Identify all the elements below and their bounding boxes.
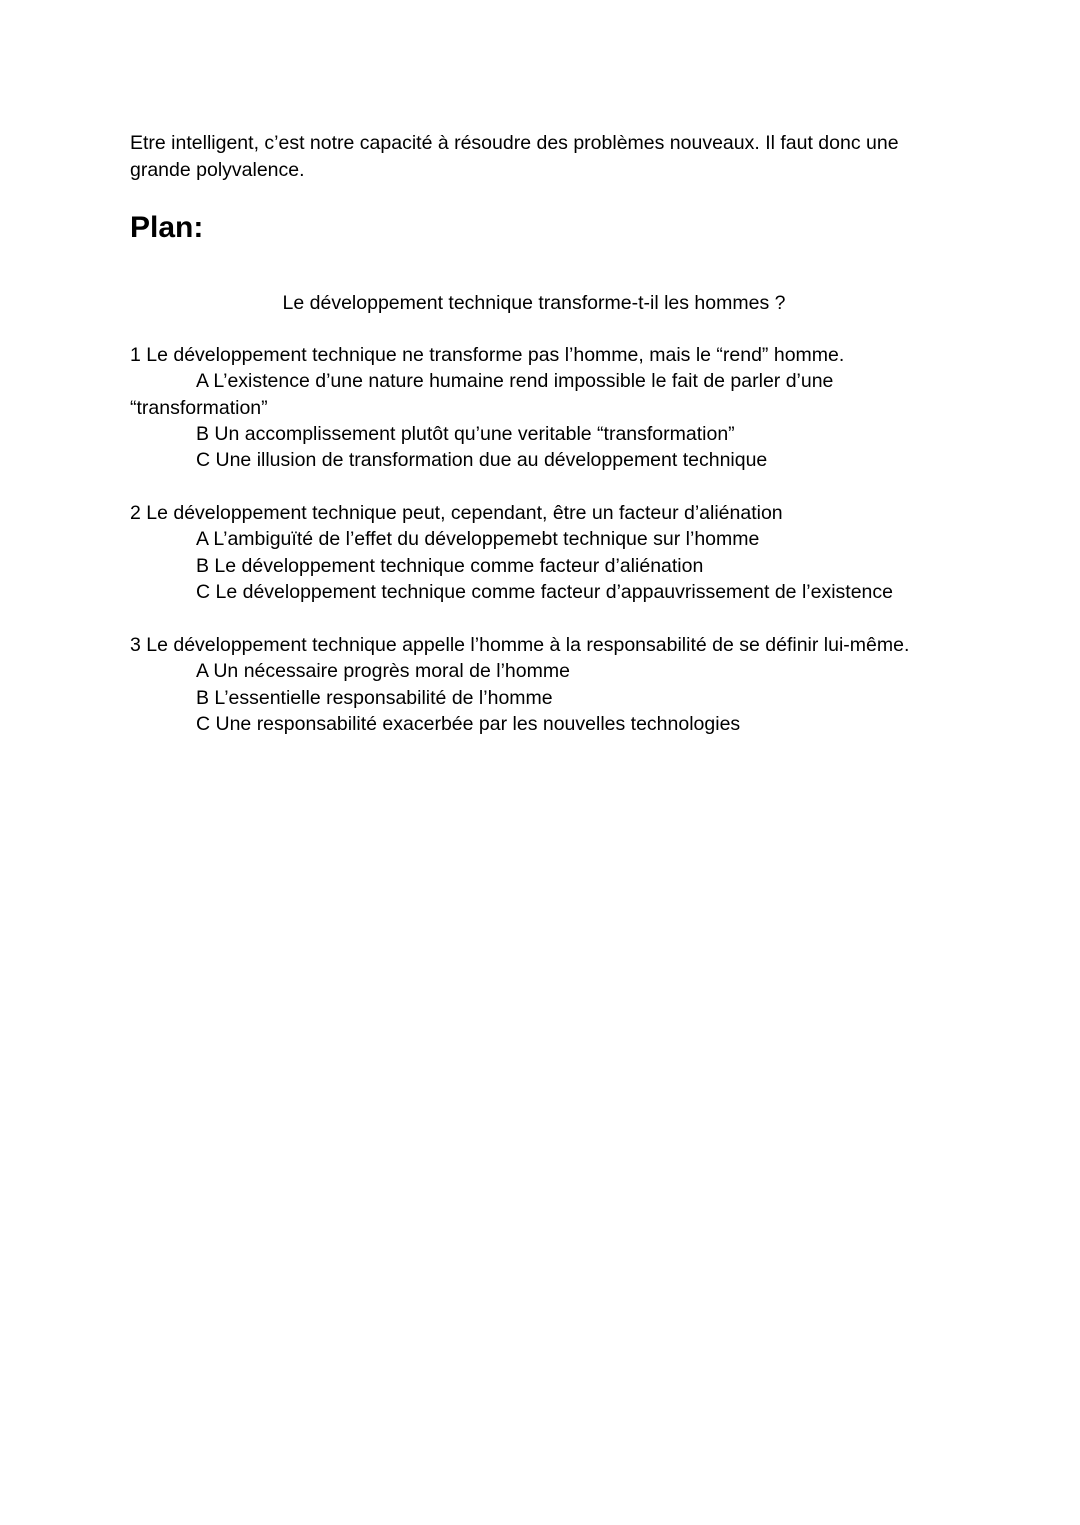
part-2-subpoint-b: B Le développement technique comme facteur d’aliénation [196,554,704,577]
plan-heading: Plan: [130,211,204,244]
part-3-subpoint-a: A Un nécessaire progrès moral de l’homme [196,660,570,683]
part-1-subpoint-a-continuation: “transformation” [130,396,268,419]
plan-part-2 [130,500,960,605]
intro-line-2: grande polyvalence. [130,158,305,181]
part-1-subpoint-b: B Un accomplissement plutôt qu’une veritable “transformation” [196,422,735,445]
part-2-title: 2 Le développement technique peut, cependant, être un facteur d’aliénation [130,502,783,524]
plan-part-1 [130,342,960,473]
part-2-subpoint-c: C Le développement technique comme facteur d’appauvrissement de l’existence [196,580,893,603]
part-1-subpoint-a: A L’existence d’une nature humaine rend impossible le fait de parler d’une [196,370,834,393]
intro-line-1: Etre intelligent, c’est notre capacité à résoudre des problèmes nouveaux. Il faut donc une [130,132,899,154]
part-1-subpoint-c: C Une illusion de transformation due au développement technique [196,449,768,472]
part-3-title: 3 Le développement technique appelle l’homme à la responsabilité de se définir lui-même. [130,634,910,656]
plan-subject-title: Le développement technique transforme-t-il les hommes ? [282,292,786,314]
part-2-subpoint-a: A L’ambiguïté de l’effet du développemebt technique sur l’homme [196,528,760,551]
plan-part-3 [130,632,960,737]
part-3-subpoint-b: B L’essentielle responsabilité de l’homme [196,686,553,709]
intro-paragraph [130,130,950,183]
part-3-subpoint-c: C Une responsabilité exacerbée par les nouvelles technologies [196,712,741,735]
part-1-title: 1 Le développement technique ne transforme pas l’homme, mais le “rend” homme. [130,344,845,366]
